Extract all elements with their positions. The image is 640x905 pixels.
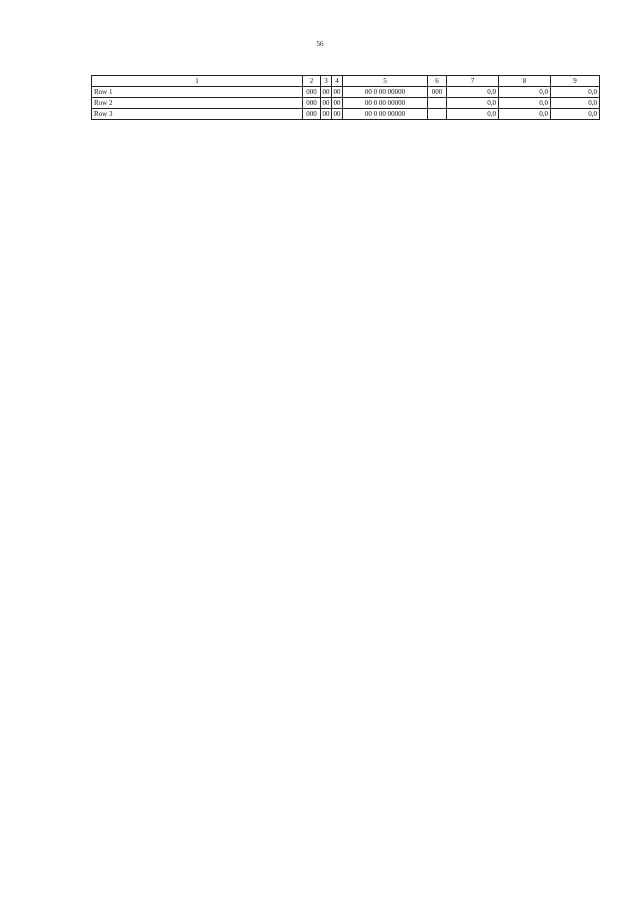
row-amount-3: 0,0 — [551, 109, 600, 120]
row-section: 00 — [322, 110, 330, 118]
row-name: Row 3 — [92, 109, 303, 120]
row-subsection: 00 — [333, 110, 341, 118]
row-target-article: 00 0 00 00000 — [343, 98, 428, 109]
header-col-1: 1 — [92, 76, 303, 87]
header-col-3: 3 — [321, 76, 332, 87]
header-col-4: 4 — [332, 76, 343, 87]
row-admin-code: 000 — [303, 87, 321, 98]
row-expense-type: 000 — [428, 87, 447, 98]
page-number: 56 — [316, 40, 324, 48]
row-admin-code: 000 — [303, 109, 321, 120]
row-target-article: 00 0 00 00000 — [343, 109, 428, 120]
table-row — [92, 109, 600, 120]
row-amount-2: 0,0 — [499, 109, 551, 120]
row-subsection: 00 — [333, 88, 341, 96]
header-col-5: 5 — [343, 76, 428, 87]
row-name: Row 2 — [92, 98, 303, 109]
row-target-article: 00 0 00 00000 — [343, 87, 428, 98]
table-row — [92, 98, 600, 109]
row-expense-type — [428, 109, 447, 120]
table-body — [92, 87, 600, 120]
budget-table — [91, 75, 600, 120]
row-amount-1: 0,0 — [447, 109, 499, 120]
header-col-7: 7 — [447, 76, 499, 87]
row-amount-1: 0,0 — [447, 98, 499, 109]
row-amount-2: 0,0 — [499, 87, 551, 98]
row-amount-2: 0,0 — [499, 98, 551, 109]
row-name: Row 1 — [92, 87, 303, 98]
row-section: 00 — [322, 99, 330, 107]
header-row — [92, 76, 600, 87]
row-amount-3: 0,0 — [551, 87, 600, 98]
header-col-8: 8 — [499, 76, 551, 87]
header-col-2: 2 — [303, 76, 321, 87]
row-expense-type — [428, 98, 447, 109]
table-row — [92, 87, 600, 98]
row-section: 00 — [322, 88, 330, 96]
row-admin-code: 000 — [303, 98, 321, 109]
row-subsection: 00 — [333, 99, 341, 107]
header-col-9: 9 — [551, 76, 600, 87]
header-col-6: 6 — [428, 76, 447, 87]
row-amount-1: 0,0 — [447, 87, 499, 98]
row-amount-3: 0,0 — [551, 98, 600, 109]
